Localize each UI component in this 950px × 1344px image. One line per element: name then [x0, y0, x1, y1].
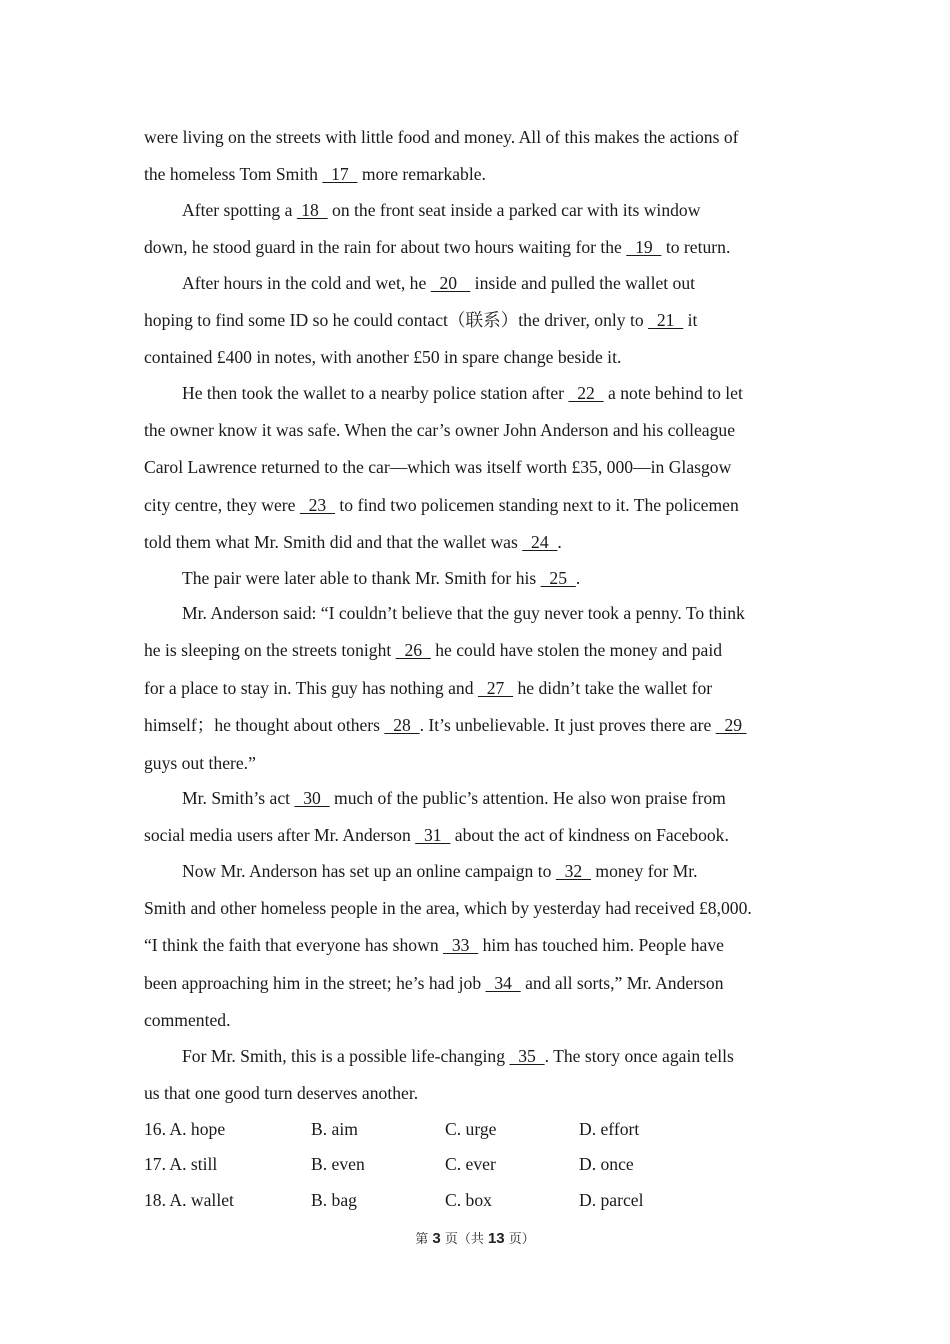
passage-line [182, 198, 812, 222]
passage-line [144, 345, 812, 369]
text: it [683, 310, 698, 330]
passage-line [144, 418, 812, 442]
passage-line [182, 381, 812, 405]
text: told them what Mr. Smith did and that the wallet was [144, 532, 523, 552]
page-number: 3 [432, 1230, 441, 1247]
text: After hours in the cold and wet, he [182, 273, 431, 293]
blank-34: 34 [485, 973, 521, 993]
text: Smith and other homeless people in the area, which by yesterday had received £8,000. [144, 898, 752, 918]
text: . The story once again tells [544, 1046, 734, 1066]
text: After spotting a [182, 200, 297, 220]
text: commented. [144, 1010, 231, 1030]
text: . [557, 532, 562, 552]
passage-line [182, 601, 812, 625]
blank-25: 25 [540, 568, 576, 588]
question-16-option-a: 16. A. hope [144, 1119, 226, 1139]
question-18-option-a: 18. A. wallet [144, 1190, 234, 1210]
total-pages: 13 [487, 1230, 505, 1247]
text: us that one good turn deserves another. [144, 1083, 419, 1103]
passage-line [144, 493, 812, 517]
blank-35: 35 [509, 1046, 545, 1066]
text: money for Mr. [591, 861, 698, 881]
passage-line [144, 751, 812, 775]
passage-line [144, 308, 812, 332]
text: on the front seat inside a parked car with its window [327, 200, 701, 220]
passage-line [144, 162, 812, 186]
text: inside and pulled the wallet out [470, 273, 696, 293]
blank-26: 26 [395, 640, 431, 660]
text: him has touched him. People have [478, 935, 724, 955]
question-16-option-c: C. urge [445, 1119, 497, 1139]
passage-line [144, 455, 812, 479]
passage-line [144, 530, 812, 554]
text: Mr. Anderson said: “I couldn’t believe that the guy never took a penny. To think [182, 603, 745, 623]
text: down, he stood guard in the rain for about two hours waiting for the [144, 237, 627, 257]
text: for a place to stay in. This guy has nothing and [144, 678, 478, 698]
blank-20: 20 [430, 273, 471, 293]
blank-21: 21 [648, 310, 684, 330]
text: He then took the wallet to a nearby police station after [182, 383, 569, 403]
passage-line [182, 1044, 812, 1068]
text: contained £400 in notes, with another £50 in spare change beside it. [144, 347, 622, 367]
text: he is sleeping on the streets tonight [144, 640, 396, 660]
text: social media users after Mr. Anderson [144, 825, 416, 845]
text: city centre, they were [144, 495, 300, 515]
footer-text: 第 [415, 1232, 433, 1247]
text: The pair were later able to thank Mr. Smith for his [182, 568, 541, 588]
text: he didn’t take the wallet for [513, 678, 713, 698]
passage-line [144, 676, 812, 700]
question-17-option-c: C. ever [445, 1154, 496, 1174]
blank-18: 18 [296, 200, 328, 220]
question-18-option-b: B. bag [311, 1190, 357, 1210]
text: more remarkable. [357, 164, 486, 184]
text: to return. [661, 237, 731, 257]
passage-line [144, 638, 812, 662]
passage-line [144, 896, 812, 920]
passage-line [144, 1081, 812, 1105]
text: the homeless Tom Smith [144, 164, 323, 184]
text: . [575, 568, 581, 588]
blank-23: 23 [299, 495, 336, 515]
blank-17: 17 [322, 164, 358, 184]
text: he could have stolen the money and paid [430, 640, 723, 660]
text: guys out there.” [144, 753, 256, 773]
question-17-option-b: B. even [311, 1154, 365, 1174]
text: been approaching him in the street; he’s had job [144, 973, 486, 993]
text: Mr. Smith’s act [182, 788, 295, 808]
text: the owner know it was safe. When the car’s owner John Anderson and his colleague [144, 420, 736, 440]
text: For Mr. Smith, this is a possible life-changing [182, 1046, 510, 1066]
question-16-option-d: D. effort [579, 1119, 640, 1139]
blank-29: 29 [715, 715, 747, 735]
footer-text: 页） [504, 1232, 535, 1247]
passage-line [144, 1008, 812, 1032]
blank-28: 28 [384, 715, 420, 735]
text: a note behind to let [603, 383, 743, 403]
passage-line [144, 823, 812, 847]
question-18-option-d: D. parcel [579, 1190, 644, 1210]
blank-24: 24 [522, 532, 558, 552]
blank-31: 31 [415, 825, 451, 845]
passage-line [182, 786, 812, 810]
question-18-option-c: C. box [445, 1190, 492, 1210]
passage-line [182, 566, 812, 590]
page-footer [0, 1228, 950, 1247]
passage-line [144, 713, 812, 737]
text: . It’s unbelievable. It just proves there are [419, 715, 716, 735]
question-17-option-d: D. once [579, 1154, 634, 1174]
passage-line [144, 933, 812, 957]
blank-30: 30 [294, 788, 330, 808]
blank-32: 32 [555, 861, 591, 881]
text: Carol Lawrence returned to the car—which was itself worth £35, 000—in Glasgow [144, 457, 732, 477]
passage-line [182, 271, 812, 295]
question-16-option-b: B. aim [311, 1119, 358, 1139]
blank-19: 19 [626, 237, 662, 257]
text: were living on the streets with little food and money. All of this makes the actions of [144, 127, 739, 147]
question-17-option-a: 17. A. still [144, 1154, 218, 1174]
passage-line [144, 235, 812, 259]
passage-line [144, 971, 812, 995]
text: to find two policemen standing next to it. The policemen [335, 495, 739, 515]
passage-line [144, 125, 812, 149]
text: hoping to find some ID so he could contact（联系）the driver, only to [144, 310, 649, 330]
blank-22: 22 [568, 383, 604, 403]
text: about the act of kindness on Facebook. [450, 825, 729, 845]
passage-line [182, 859, 812, 883]
text: himself；he thought about others [144, 715, 385, 735]
blank-27: 27 [477, 678, 514, 698]
text: much of the public’s attention. He also won praise from [329, 788, 726, 808]
text: Now Mr. Anderson has set up an online campaign to [182, 861, 556, 881]
blank-33: 33 [443, 935, 479, 955]
text: “I think the faith that everyone has shown [144, 935, 444, 955]
footer-text: 页（共 [440, 1232, 488, 1247]
text: and all sorts,” Mr. Anderson [520, 973, 724, 993]
